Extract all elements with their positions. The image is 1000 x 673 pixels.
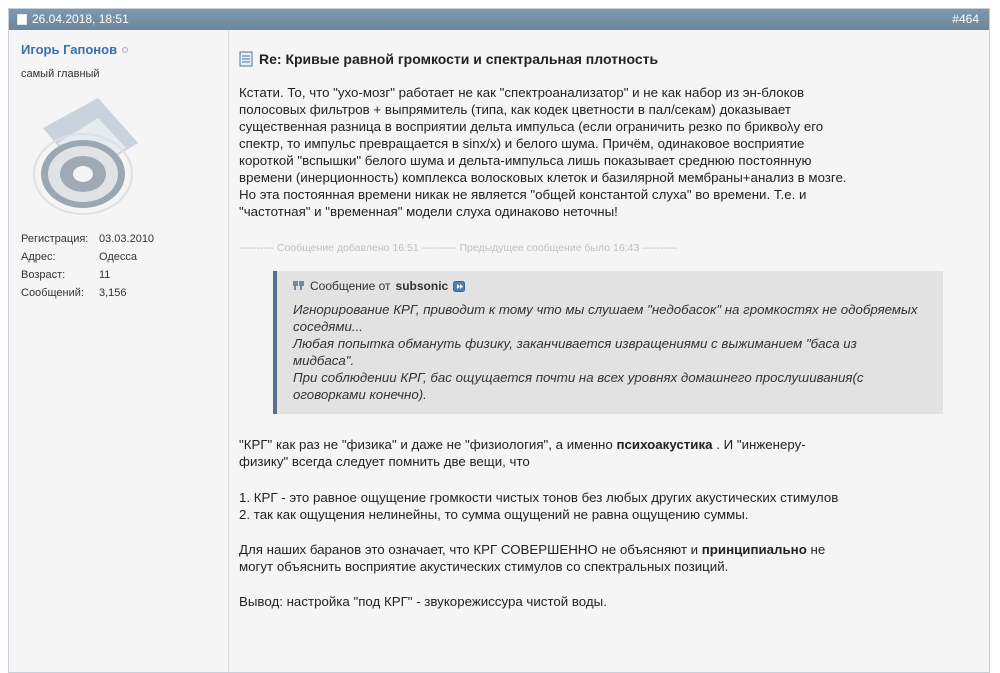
quote-body: [293, 301, 933, 403]
offline-status-icon: [122, 47, 128, 53]
quote-author: subsonic: [395, 279, 449, 293]
user-title: самый главный: [21, 68, 100, 80]
user-info: [21, 230, 154, 302]
quote-line: Любая попытка обмануть физику, заканчивается извращениями с выжиманием "баса из: [293, 336, 857, 351]
quote-line: соседями...: [293, 319, 363, 334]
post-date-icon: [17, 14, 27, 25]
post-header: [9, 9, 989, 30]
text-span: не: [806, 542, 826, 557]
user-info-row: [21, 248, 154, 266]
user-sidebar: [9, 30, 229, 672]
bold-term: принципиально: [701, 542, 807, 557]
post-date: [17, 9, 129, 30]
text-line: Но эта постоянная времени никак не является "общей константой слуха" во времени. Т.е. и: [239, 187, 807, 202]
document-icon: [239, 51, 253, 67]
quote-line: оговорками конечно).: [293, 387, 427, 402]
list-item: 1. КРГ - это равное ощущение громкости чистых тонов без любых других акустических стимулов: [239, 490, 839, 505]
text-line: Кстати. То, что "ухо-мозг" работает не как "спектроанализатор" и не как набор из эн-блоков: [239, 85, 805, 100]
post-text-list: [239, 489, 979, 523]
info-key: Сообщений:: [21, 287, 84, 299]
text-line: могут объяснить восприятие акустических стимулов со спектральных позиций.: [239, 559, 729, 574]
quote-icon: [293, 281, 305, 291]
post-title: [239, 51, 658, 67]
text-line: [239, 436, 979, 453]
text-span: "КРГ" как раз не "физика" и даже не "физиология", а именно: [239, 437, 617, 452]
post-text-paragraph-1: [239, 436, 979, 470]
text-line: полосовых фильтров + выпрямитель (типа, как кодек цветности в пал/секам) доказывает: [239, 102, 791, 117]
text-span: Для наших баранов это означает, что КРГ СОВЕРШЕННО не объясняют и: [239, 542, 702, 557]
post-title-text: Re: Кривые равной громкости и спектральная плотность: [259, 51, 659, 67]
speaker-icon: [34, 134, 132, 214]
text-line: короткой "вспышки" белого шума и дельта-импульса лишь показывает среднюю постоянную: [239, 153, 812, 168]
text-span: . И "инженеру-: [712, 437, 806, 452]
list-item: 2. так как ощущения нелинейны, то сумма ощущений не равна ощущению суммы.: [239, 507, 749, 522]
view-post-icon[interactable]: [453, 281, 465, 292]
info-value: 11: [99, 269, 111, 281]
merge-separator: ---------- Сообщение добавлено 16:51 ---------- Предыдущее сообщение было 16:43 ----------: [239, 242, 678, 254]
quote-line: При соблюдении КРГ, бас ощущается почти на всех уровнях домашнего прослушивания(с: [293, 370, 864, 385]
username[interactable]: [21, 42, 128, 57]
post-date-text: 26.04.2018, 18:51: [32, 12, 129, 26]
bold-term: психоакустика: [616, 437, 713, 452]
text-line: времени (инерционность) комплекса волосковых клеток и базилярной мембраны+анализ в мозге.: [239, 170, 847, 185]
user-info-row: [21, 266, 154, 284]
info-value: 03.03.2010: [99, 233, 155, 245]
quote-block: [273, 271, 943, 414]
info-key: Адрес:: [21, 251, 56, 263]
quote-line: мидбаса".: [293, 353, 355, 368]
text-line: [239, 541, 979, 558]
user-info-row: [21, 284, 154, 302]
text-line: физику" всегда следует помнить две вещи, что: [239, 454, 530, 469]
info-key: Регистрация:: [21, 233, 89, 245]
post-conclusion: Вывод: настройка "под КРГ" - звукорежиссура чистой воды.: [239, 594, 607, 609]
post-number-link[interactable]: #464: [952, 12, 979, 26]
avatar: [23, 88, 163, 218]
info-key: Возраст:: [21, 269, 66, 281]
post-text-paragraph-2: [239, 541, 979, 575]
text-line: спектр, то импульс превращается в sinx/x) и белого шума. Причём, одинаковое восприятие: [239, 136, 805, 151]
quote-prefix: Сообщение от: [310, 279, 391, 293]
quote-header: [293, 279, 465, 293]
info-value: 3,156: [99, 287, 127, 299]
username-text[interactable]: Игорь Гапонов: [21, 42, 118, 57]
info-value: Одесса: [99, 251, 137, 263]
text-line: "частотная" и "временная" модели слуха одинаково неточны!: [239, 204, 618, 219]
user-info-row: [21, 230, 154, 248]
post-text-intro: [239, 84, 979, 220]
text-line: существенная разница в восприятии дельта импульса (если ограничить резко по бриквολу его: [239, 119, 824, 134]
quote-line: Игнорирование КРГ, приводит к тому что мы слушаем "недобасок" на громкостях не одобряемых: [293, 302, 918, 317]
forum-post: [8, 8, 990, 673]
